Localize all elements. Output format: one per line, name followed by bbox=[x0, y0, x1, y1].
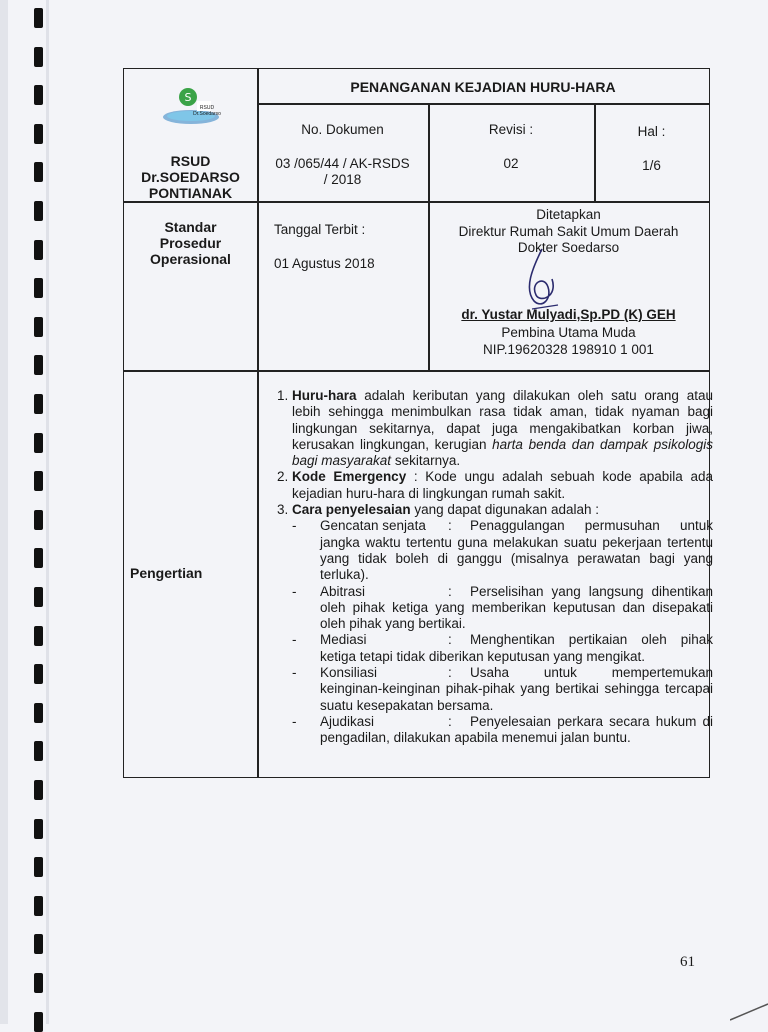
binding-hole bbox=[34, 510, 43, 530]
definition-item-3 bbox=[292, 502, 713, 746]
binding-hole bbox=[34, 819, 43, 839]
definition-item-1 bbox=[292, 388, 713, 469]
spo-label-line-1: Standar bbox=[164, 219, 217, 235]
svg-text:S: S bbox=[184, 91, 192, 104]
binding-hole bbox=[34, 664, 43, 684]
method-term: Mediasi bbox=[320, 632, 367, 648]
binding-hole bbox=[34, 85, 43, 105]
definition-list bbox=[266, 388, 713, 747]
methods-list bbox=[292, 518, 713, 746]
institution-line-1: RSUD bbox=[170, 153, 211, 169]
binding-hole bbox=[34, 278, 43, 298]
binding-hole bbox=[34, 741, 43, 761]
method-sep: : bbox=[448, 665, 452, 681]
established-label: Ditetapkan bbox=[536, 207, 601, 222]
page-number: 61 bbox=[680, 954, 695, 970]
revision-label: Revisi : bbox=[488, 122, 534, 137]
binding-hole bbox=[34, 471, 43, 491]
binding-hole bbox=[34, 548, 43, 568]
method-term: Gencatan senjata bbox=[320, 518, 426, 534]
method-text: Penaggulangan permusuhan untuk jangka waktu tertentu guna melakukan suatu pekerjaan tertentu yang tidak boleh di ganggu (misalnya perawatan bagi yang terluka). bbox=[320, 518, 713, 583]
binding-hole bbox=[34, 1012, 43, 1032]
binding-hole bbox=[34, 162, 43, 182]
binding-hole bbox=[34, 201, 43, 221]
institution-line-3: PONTIANAK bbox=[148, 185, 233, 201]
spo-label bbox=[124, 219, 257, 267]
page-label: Hal : bbox=[637, 124, 666, 139]
spo-label-line-3: Operasional bbox=[150, 251, 231, 267]
document-title: PENANGANAN KEJADIAN HURU-HARA bbox=[350, 79, 616, 95]
binding-hole bbox=[34, 896, 43, 916]
method-term: Abitrasi bbox=[320, 583, 366, 599]
page-corner-mark bbox=[730, 1000, 768, 1024]
binding-hole bbox=[34, 124, 43, 144]
method-term: Ajudikasi bbox=[320, 713, 375, 729]
revision-value: 02 bbox=[503, 156, 519, 171]
method-sep: : bbox=[448, 713, 452, 729]
method-text: Menghentikan pertikaian oleh pihak ketiga tetapi tidak diberikan keputusan yang mengikat. bbox=[320, 632, 713, 664]
grid-line-docno bbox=[428, 103, 430, 202]
grid-line-spo-bottom bbox=[124, 370, 709, 372]
binding-hole bbox=[34, 394, 43, 414]
definition-item-1-italic: harta benda dan dampak psikologis bagi masyarakat bbox=[292, 436, 713, 469]
signer-name: dr. Yustar Mulyadi,Sp.PD (K) GEH bbox=[461, 307, 676, 322]
binding-hole bbox=[34, 47, 43, 67]
method-sep: : bbox=[448, 518, 452, 534]
page-value: 1/6 bbox=[642, 158, 661, 173]
term-kode-emergency: Kode Emergency bbox=[292, 469, 407, 485]
institution-line-2: Dr.SOEDARSO bbox=[141, 169, 240, 185]
binding-hole bbox=[34, 355, 43, 375]
spo-label-line-2: Prosedur bbox=[159, 235, 222, 251]
method-item: - Abitrasi : Perselisihan yang langsung dihentikan oleh pihak ketiga yang memberikan keputusan dan disepakati oleh pihak yang bertikai. bbox=[292, 583, 713, 632]
institution-name bbox=[124, 153, 257, 201]
binding-hole bbox=[34, 8, 43, 28]
method-sep: : bbox=[448, 583, 452, 599]
grid-line-header-bottom bbox=[124, 201, 709, 203]
definition-item-3-text: yang dapat digunakan adalah : bbox=[410, 502, 599, 518]
issue-date-value: 01 Agustus 2018 bbox=[274, 256, 375, 271]
binding-hole bbox=[34, 317, 43, 337]
doc-number-value bbox=[257, 156, 428, 188]
signer-rank: Pembina Utama Muda bbox=[501, 325, 636, 340]
doc-number-label: No. Dokumen bbox=[301, 122, 384, 137]
spiral-binding bbox=[0, 0, 46, 1024]
binding-hole bbox=[34, 780, 43, 800]
method-text: Usaha untuk mempertemukan keinginan-keinginan pihak-pihak yang bertikai sehingga tercapai suatu kesepakatan bersama. bbox=[320, 665, 713, 713]
binding-hole bbox=[34, 973, 43, 993]
method-text: Perselisihan yang langsung dihentikan oleh pihak ketiga yang memberikan keputusan dan disepakati oleh pihak yang bertikai. bbox=[320, 583, 713, 632]
definition-item-1-text-b: sekitarnya. bbox=[391, 453, 461, 469]
doc-number-line-2: / 2018 bbox=[323, 172, 362, 187]
definition-item-2-text: : Kode ungu adalah sebuah kode apabila ada kejadian huru-hara di lingkungan rumah sakit. bbox=[292, 469, 713, 501]
definition-item-2 bbox=[292, 469, 713, 502]
binding-hole bbox=[34, 626, 43, 646]
established-by-line-1: Direktur Rumah Sakit Umum Daerah bbox=[458, 224, 679, 239]
doc-number-line-1: 03 /065/44 / AK-RSDS bbox=[275, 156, 410, 171]
binding-hole bbox=[34, 857, 43, 877]
definition-label: Pengertian bbox=[130, 565, 203, 581]
binding-hole bbox=[34, 587, 43, 607]
binding-hole bbox=[34, 934, 43, 954]
method-term: Konsiliasi bbox=[320, 665, 378, 681]
term-huru-hara: Huru-hara bbox=[292, 388, 357, 403]
method-item: - Ajudikasi : Penyelesaian perkara secara hukum di pengadilan, dilakukan apabila menemui jalan buntu. bbox=[292, 713, 713, 746]
established-by-line-2: Dokter Soedarso bbox=[517, 240, 620, 255]
page-shadow bbox=[46, 0, 49, 1024]
binding-hole bbox=[34, 433, 43, 453]
binding-hole bbox=[34, 703, 43, 723]
method-item: - Mediasi : Menghentikan pertikaian oleh pihak ketiga tetapi tidak diberikan keputusan yang mengikat. bbox=[292, 632, 713, 664]
method-item: - Konsiliasi : Usaha untuk mempertemukan keinginan-keinginan pihak-pihak yang bertikai sehingga tercapai suatu kesepakatan bersama. bbox=[292, 665, 713, 713]
method-item: - Gencatan senjata : Penaggulangan permusuhan untuk jangka waktu tertentu guna melakukan suatu pekerjaan tertentu yang tidak boleh di ganggu (misalnya perawatan bagi yang terluka). bbox=[292, 518, 713, 583]
term-cara-penyelesaian: Cara penyelesaian bbox=[292, 502, 411, 518]
grid-line-title-bottom bbox=[257, 103, 709, 105]
issue-date-label: Tanggal Terbit : bbox=[274, 222, 366, 237]
signer-nip: NIP.19620328 198910 1 001 bbox=[483, 342, 654, 357]
definition-item-1-text-a: adalah keributan yang dilakukan oleh satu orang atau lebih sehingga menimbulkan rasa tidak aman, tidak nyaman bagi lingkungan sekitarnya, dapat juga mengakibatkan korban jiwa, kerusakan lingkungan, kerugian bbox=[292, 388, 713, 452]
binding-edge bbox=[0, 0, 8, 1024]
method-sep: : bbox=[448, 632, 452, 648]
logo-text: RSUD Dr.Soedarso bbox=[193, 105, 221, 117]
definition-content bbox=[266, 388, 713, 747]
grid-line-revision bbox=[594, 103, 596, 202]
method-text: Penyelesaian perkara secara hukum di pengadilan, dilakukan apabila menemui jalan buntu. bbox=[320, 713, 713, 746]
binding-hole bbox=[34, 240, 43, 260]
